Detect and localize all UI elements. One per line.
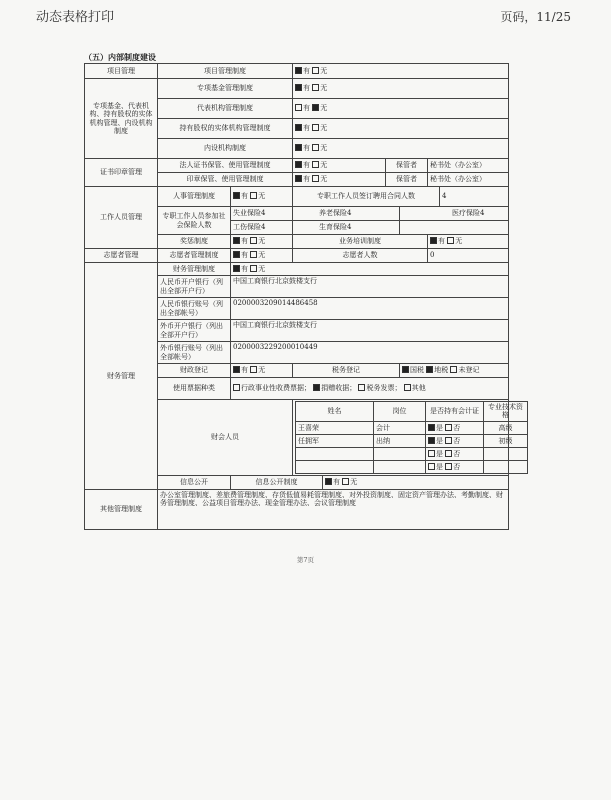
choice-special-fund: 有 无 <box>293 79 509 99</box>
label-project-system: 项目管理制度 <box>158 64 293 79</box>
checkbox-yes[interactable] <box>428 463 435 470</box>
staff-post: 会计 <box>374 421 426 434</box>
label-cert-group: 证书印章管理 <box>85 159 158 187</box>
checkbox-no[interactable] <box>445 463 452 470</box>
staff-cert-choice: 是 否 <box>426 447 484 460</box>
checkbox-local-tax[interactable] <box>426 366 433 373</box>
value-rmb-account: 0200003209014486458 <box>231 298 509 320</box>
staff-name: 任拥军 <box>296 434 374 447</box>
checkbox-admin-fee-bill[interactable] <box>233 384 240 391</box>
checkbox-no[interactable] <box>312 67 319 74</box>
label-fx-account: 外币银行账号（列出全部帐号） <box>158 342 231 364</box>
label-internal: 内设机构制度 <box>158 139 293 159</box>
staff-cert-choice: 是 否 <box>426 421 484 434</box>
value-rmb-bank: 中国工商银行北京鼓楼支行 <box>231 276 509 298</box>
staff-cert-choice: 是 否 <box>426 434 484 447</box>
choice-seal-keep: 有 无 <box>293 173 386 187</box>
checkbox-no[interactable] <box>312 124 319 131</box>
row-fin-system <box>85 263 509 276</box>
table-row <box>296 447 528 460</box>
header-accounting-cert: 是否持有会计证 <box>426 402 484 422</box>
choice-volunteer-system: 有 无 <box>231 249 293 263</box>
label-equity: 持有股权的实体机构管理制度 <box>158 119 293 139</box>
choice-fin-reg: 有 无 <box>231 364 293 378</box>
row-hr <box>85 187 509 207</box>
checkbox-yes[interactable] <box>428 450 435 457</box>
staff-cert-choice: 是 否 <box>426 460 484 473</box>
label-volunteer-system: 志愿者管理制度 <box>158 249 231 263</box>
checkbox-yes[interactable] <box>428 424 435 431</box>
value-injury: 工伤保险4 <box>231 221 293 235</box>
label-rmb-account: 人民币银行账号（列出全部帐号） <box>158 298 231 320</box>
label-rmb-bank: 人民币开户银行（列出全部开户行） <box>158 276 231 298</box>
checkbox-yes[interactable] <box>233 192 240 199</box>
page-footer: 第7页 <box>296 556 315 564</box>
checkbox-no[interactable] <box>445 424 452 431</box>
staff-name: 王喜荣 <box>296 421 374 434</box>
row-project <box>85 64 509 79</box>
table-row <box>296 421 528 434</box>
choice-rep-org: 有 无 <box>293 99 509 119</box>
choice-internal: 有 无 <box>293 139 509 159</box>
value-keeper-cert: 秘书处（办公室） <box>428 159 509 173</box>
value-unemployment: 失业保险4 <box>231 207 293 221</box>
staff-qualification: 高级 <box>484 421 528 434</box>
checkbox-other-bill[interactable] <box>404 384 411 391</box>
table-row <box>296 434 528 447</box>
value-fx-account: 0200003229200010449 <box>231 342 509 364</box>
checkbox-yes[interactable] <box>295 84 302 91</box>
checkbox-yes[interactable] <box>233 366 240 373</box>
checkbox-yes[interactable] <box>233 265 240 272</box>
checkbox-yes[interactable] <box>325 478 332 485</box>
checkbox-yes[interactable] <box>295 161 302 168</box>
choice-info-system: 有 无 <box>323 475 509 489</box>
checkbox-tax-invoice[interactable] <box>358 384 365 391</box>
checkbox-yes[interactable] <box>428 437 435 444</box>
choice-equity: 有 无 <box>293 119 509 139</box>
checkbox-yes[interactable] <box>295 175 302 182</box>
label-seal-keep: 印章保管、使用管理制度 <box>158 173 293 187</box>
choice-finance-system: 有 无 <box>231 263 509 276</box>
checkbox-no[interactable] <box>312 161 319 168</box>
header-name: 姓名 <box>296 402 374 422</box>
checkbox-yes[interactable] <box>295 144 302 151</box>
checkbox-no[interactable] <box>312 144 319 151</box>
label-bill-type: 使用票据种类 <box>158 378 231 400</box>
label-special-group: 专项基金、代表机构、持有股权的实体机构管理、内设机构制度 <box>85 79 158 159</box>
staff-post: 出纳 <box>374 434 426 447</box>
staff-qualification <box>484 460 528 473</box>
label-finance-system: 财务管理制度 <box>158 263 231 276</box>
accounting-staff-table-cell <box>293 400 523 476</box>
checkbox-yes[interactable] <box>295 124 302 131</box>
internal-system-table <box>84 63 523 530</box>
row-cert <box>85 159 509 173</box>
checkbox-no[interactable] <box>342 478 349 485</box>
value-fx-bank: 中国工商银行北京鼓楼支行 <box>231 320 509 342</box>
checkbox-yes[interactable] <box>430 237 437 244</box>
table-row <box>296 460 528 473</box>
print-header-title: 动态表格打印 <box>36 10 115 25</box>
label-special-fund: 专项基金管理制度 <box>158 79 293 99</box>
staff-post <box>374 460 426 473</box>
staff-post <box>374 447 426 460</box>
page-number: 页码，11/25 <box>500 10 571 24</box>
label-staff-group: 工作人员管理 <box>85 187 158 249</box>
label-fx-bank: 外币开户银行（列出全部开户行） <box>158 320 231 342</box>
checkbox-no[interactable] <box>250 192 257 199</box>
label-hr-system: 人事管理制度 <box>158 187 231 207</box>
staff-qualification: 初级 <box>484 434 528 447</box>
label-info-group: 信息公开 <box>158 475 231 489</box>
label-info-system: 信息公开制度 <box>231 475 323 489</box>
checkbox-no[interactable] <box>250 237 257 244</box>
checkbox-no[interactable] <box>447 237 454 244</box>
label-tax-reg: 税务登记 <box>293 364 400 378</box>
checkbox-no[interactable] <box>250 366 257 373</box>
value-contract-count: 4 <box>440 187 509 207</box>
checkbox-no[interactable] <box>445 437 452 444</box>
label-insured-count: 专职工作人员参加社会保险人数 <box>158 207 231 235</box>
value-pension: 养老保险4 <box>293 207 400 221</box>
label-reward: 奖惩制度 <box>158 235 231 249</box>
value-medical: 医疗保险4 <box>400 207 509 221</box>
checkbox-yes[interactable] <box>233 237 240 244</box>
value-volunteer-count: 0 <box>428 249 509 263</box>
checkbox-no[interactable] <box>312 175 319 182</box>
label-project: 项目管理 <box>85 64 158 79</box>
choice-training: 有 无 <box>428 235 509 249</box>
choice-cert-keep: 有 无 <box>293 159 386 173</box>
row-other <box>85 489 509 529</box>
checkbox-no[interactable] <box>445 450 452 457</box>
checkbox-no[interactable] <box>312 104 319 111</box>
label-fin-reg: 财政登记 <box>158 364 231 378</box>
label-contract-count: 专职工作人员签订聘用合同人数 <box>293 187 440 207</box>
checkbox-donation-receipt[interactable] <box>313 384 320 391</box>
choice-tax-reg: 国税 地税 未登记 <box>400 364 509 378</box>
value-birth: 生育保险4 <box>293 221 400 235</box>
checkbox-unregistered[interactable] <box>450 366 457 373</box>
choice-project-system: 有 无 <box>293 64 509 79</box>
label-keeper: 保管者 <box>386 173 428 187</box>
label-keeper: 保管者 <box>386 159 428 173</box>
checkbox-national-tax[interactable] <box>402 366 409 373</box>
label-volunteer-count: 志愿者人数 <box>293 249 428 263</box>
header-qualification: 专业技术资格 <box>484 402 528 422</box>
checkbox-yes[interactable] <box>295 104 302 111</box>
section-title: （五）内部制度建设 <box>84 52 156 62</box>
staff-qualification <box>484 447 528 460</box>
choice-hr-system: 有 无 <box>231 187 293 207</box>
accounting-staff-table <box>295 401 528 474</box>
label-accounting-staff: 财会人员 <box>158 400 293 476</box>
checkbox-no[interactable] <box>250 265 257 272</box>
value-other-systems: 办公室管理制度、差旅费管理制度、存货低值易耗管理制度、对外投资制度、固定资产管理办法、考勤制度、财务管理制度、公益项目管理办法、现金管理办法、会议管理制度 <box>158 489 509 529</box>
label-volunteer-group: 志愿者管理 <box>85 249 158 263</box>
header-post: 岗位 <box>374 402 426 422</box>
checkbox-yes[interactable] <box>295 67 302 74</box>
label-rep-org: 代表机构管理制度 <box>158 99 293 119</box>
staff-name <box>296 460 374 473</box>
label-finance-group: 财务管理 <box>85 263 158 490</box>
label-cert-keep: 法人证书保管、使用管理制度 <box>158 159 293 173</box>
checkbox-yes[interactable] <box>233 251 240 258</box>
row-special-fund <box>85 79 509 99</box>
choice-reward: 有 无 <box>231 235 293 249</box>
label-other-group: 其他管理制度 <box>85 489 158 529</box>
choice-bill-type: 行政事业性收费票据； 捐赠收据； 税务发票； 其他 <box>231 378 509 400</box>
staff-table-header <box>296 402 528 422</box>
label-training: 业务培训制度 <box>293 235 428 249</box>
value-keeper-seal: 秘书处（办公室） <box>428 173 509 187</box>
staff-name <box>296 447 374 460</box>
checkbox-no[interactable] <box>250 251 257 258</box>
row-volunteer <box>85 249 509 263</box>
checkbox-no[interactable] <box>312 84 319 91</box>
